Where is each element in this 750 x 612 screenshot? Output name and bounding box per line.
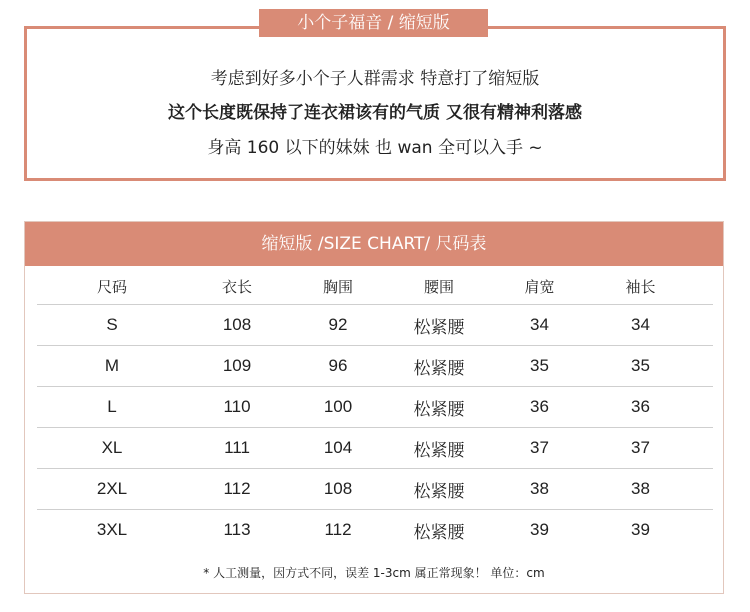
table-row (37, 428, 713, 469)
cell-bust: 112 (287, 510, 389, 551)
cell-length: 113 (187, 510, 287, 551)
cell-sleeve: 38 (590, 469, 691, 510)
cell-length: 112 (187, 469, 287, 510)
cell-size: 3XL (37, 510, 187, 551)
table-row (37, 346, 713, 387)
table-row (37, 305, 713, 346)
promo-line-1: 考虑到好多小个子人群需求 特意打了缩短版 (210, 69, 540, 89)
cell-sleeve: 34 (590, 305, 691, 346)
cell-shoulder: 37 (489, 428, 590, 469)
cell-shoulder: 38 (489, 469, 590, 510)
cell-size: 2XL (37, 469, 187, 510)
cell-waist: 松紧腰 (389, 346, 489, 387)
header-shoulder: 肩宽 (524, 279, 555, 296)
table-row (37, 469, 713, 510)
cell-bust: 96 (287, 346, 389, 387)
cell-bust: 92 (287, 305, 389, 346)
cell-size: S (37, 305, 187, 346)
cell-shoulder: 36 (489, 387, 590, 428)
cell-waist: 松紧腰 (389, 387, 489, 428)
size-table (37, 269, 713, 550)
cell-sleeve: 37 (590, 428, 691, 469)
cell-sleeve: 35 (590, 346, 691, 387)
size-chart-card (24, 221, 724, 594)
header-size: 尺码 (96, 279, 127, 296)
cell-shoulder: 34 (489, 305, 590, 346)
cell-bust: 104 (287, 428, 389, 469)
cell-length: 108 (187, 305, 287, 346)
cell-waist: 松紧腰 (389, 305, 489, 346)
table-row (37, 510, 713, 551)
cell-length: 109 (187, 346, 287, 387)
cell-sleeve: 39 (590, 510, 691, 551)
header-bust: 胸围 (322, 279, 353, 296)
cell-bust: 108 (287, 469, 389, 510)
cell-size: M (37, 346, 187, 387)
cell-size: L (37, 387, 187, 428)
measurement-note: * 人工测量，因方式不同，误差 1-3cm 属正常现象！ 单位：cm (203, 566, 545, 580)
cell-waist: 松紧腰 (389, 469, 489, 510)
size-chart-title: 缩短版 /SIZE CHART/ 尺码表 (25, 222, 723, 266)
promo-line-2: 这个长度既保持了连衣裙该有的气质 又很有精神利落感 (168, 103, 582, 123)
cell-length: 111 (187, 428, 287, 469)
cell-shoulder: 35 (489, 346, 590, 387)
table-row (37, 387, 713, 428)
header-sleeve: 袖长 (625, 279, 656, 296)
header-length: 衣长 (221, 279, 252, 296)
cell-shoulder: 39 (489, 510, 590, 551)
header-waist: 腰围 (423, 279, 454, 296)
cell-waist: 松紧腰 (389, 510, 489, 551)
table-header-row (37, 269, 713, 305)
cell-length: 110 (187, 387, 287, 428)
cell-size: XL (37, 428, 187, 469)
cell-sleeve: 36 (590, 387, 691, 428)
promo-line-3: 身高 160 以下的妹妹 也 wan 全可以入手 ~ (207, 138, 543, 158)
cell-waist: 松紧腰 (389, 428, 489, 469)
promo-tag: 小个子福音 / 缩短版 (259, 9, 488, 37)
cell-bust: 100 (287, 387, 389, 428)
